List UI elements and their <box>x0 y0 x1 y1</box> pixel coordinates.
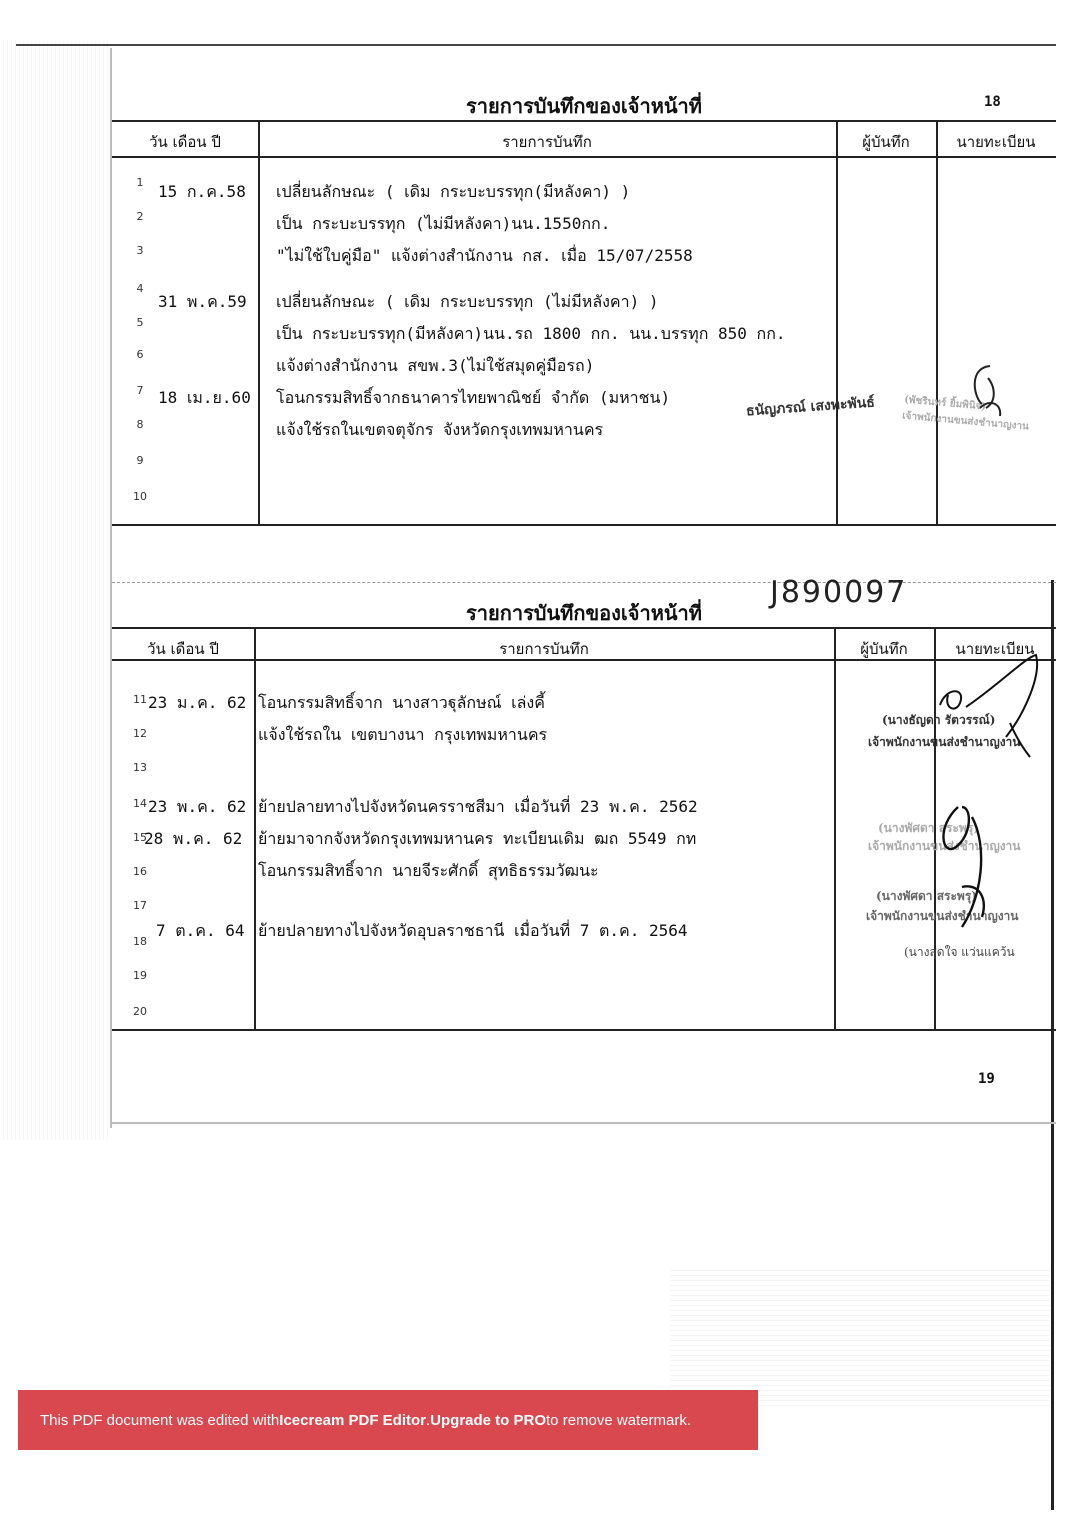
officer-stamp-name: (นางธัญดา รัตวรรณ์) <box>882 713 996 727</box>
table-border <box>834 627 836 1031</box>
row-number: 16 <box>133 865 147 878</box>
entry-date: 28 พ.ค. 62 <box>144 829 243 848</box>
row-number: 9 <box>136 454 144 467</box>
entry-line: "ไม่ใช้ใบคู่มือ" แจ้งต่างสำนักงาน กส. เมื่อ 15/07/2558 <box>276 246 693 265</box>
scan-noise <box>0 40 110 1140</box>
officer-stamp-title: เจ้าพนักงานขนส่งชำนาญงาน <box>868 839 1021 853</box>
entry-date: 15 ก.ค.58 <box>158 182 246 201</box>
row-number: 7 <box>136 384 144 397</box>
header-recorder: ผู้บันทึก <box>862 133 910 151</box>
registrar-title: เจ้าพนักงานขนส่งชำนาญงาน <box>901 410 1030 433</box>
watermark-prefix: This PDF document was edited with <box>40 1411 280 1429</box>
row-number: 6 <box>136 348 144 361</box>
page-number: 18 <box>984 94 1001 110</box>
watermark-banner <box>18 1390 758 1450</box>
officer-stamp-name: (นางสุดใจ แว่นแคว้น <box>904 945 1015 959</box>
serial-number: J890097 <box>770 575 908 610</box>
entry-line: ย้ายปลายทางไปจังหวัดอุบลราชธานี เมื่อวันที่ 7 ต.ค. 2564 <box>258 921 688 940</box>
entry-date: 18 เม.ย.60 <box>158 388 251 407</box>
row-number: 14 <box>133 797 147 810</box>
upgrade-link[interactable]: Upgrade to PRO <box>430 1411 547 1429</box>
row-number: 8 <box>136 418 144 431</box>
table-border <box>936 120 938 524</box>
officer-stamp-title: เจ้าพนักงานขนส่งชำนาญงาน <box>866 909 1019 923</box>
table-border <box>112 156 1056 158</box>
entry-line: ย้ายปลายทางไปจังหวัดนครราชสีมา เมื่อวันที่ 23 พ.ค. 2562 <box>258 797 698 816</box>
scan-bottom-edge <box>112 1122 1056 1124</box>
row-number: 20 <box>133 1005 147 1018</box>
watermark-suffix: to remove watermark. <box>546 1411 692 1429</box>
header-registrar: นายทะเบียน <box>955 640 1035 658</box>
officer-stamp-name: (นางพัศดา สระพรุ) <box>878 821 979 835</box>
entry-line: เป็น กระบะบรรทุก(มีหลังคา)นน.รถ 1800 กก. นน.บรรทุก 850 กก. <box>276 324 786 343</box>
entry-line: เปลี่ยนลักษณะ ( เดิม กระบะบรรทุก(มีหลังคา) ) <box>276 182 631 201</box>
entry-line: เปลี่ยนลักษณะ ( เดิม กระบะบรรทุก (ไม่มีหลังคา) ) <box>276 292 659 311</box>
row-number: 10 <box>133 490 147 503</box>
header-entry: รายการบันทึก <box>502 133 592 151</box>
table-border <box>112 120 1056 122</box>
record-page-19 <box>112 575 1056 1129</box>
row-number: 3 <box>136 244 144 257</box>
entry-line: โอนกรรมสิทธิ์จากธนาคารไทยพาณิชย์ จำกัด (มหาชน) <box>276 388 671 407</box>
record-page-18 <box>112 48 1056 532</box>
scan-top-edge <box>16 44 1056 46</box>
watermark-middle: . <box>426 1411 431 1429</box>
row-number: 18 <box>133 935 147 948</box>
scan-noise <box>670 1270 1050 1410</box>
row-number: 12 <box>133 727 147 740</box>
entry-date: 23 ม.ค. 62 <box>148 693 247 712</box>
entry-line: ย้ายมาจากจังหวัดกรุงเทพมหานคร ทะเบียนเดิม ฒถ 5549 กท <box>258 829 697 848</box>
watermark-product: Icecream PDF Editor <box>279 1411 426 1429</box>
header-entry: รายการบันทึก <box>499 640 589 658</box>
officer-stamp-title: เจ้าพนักงานขนส่งชำนาญงาน <box>868 735 1021 749</box>
record-table <box>112 627 1056 1031</box>
entry-line: แจ้งใช้รถในเขตจตุจักร จังหวัดกรุงเทพมหานคร <box>276 420 604 439</box>
table-border <box>258 120 260 524</box>
row-number: 1 <box>136 176 144 189</box>
header-date: วัน เดือน ปี <box>149 133 221 151</box>
row-number: 4 <box>136 282 144 295</box>
row-number: 13 <box>133 761 147 774</box>
registrar-handwritten-signature <box>926 647 1056 767</box>
entry-date: 23 พ.ค. 62 <box>148 797 247 816</box>
entry-line: โอนกรรมสิทธิ์จาก นางสาวฐุลักษณ์ เล่งคี้ <box>258 693 545 712</box>
table-border <box>836 120 838 524</box>
row-number: 5 <box>136 316 144 329</box>
page-title: รายการบันทึกของเจ้าหน้าที่ <box>466 601 702 625</box>
registrar-name: (พัชรินทร์ ยิ้มพินิจ) <box>903 394 987 413</box>
header-recorder: ผู้บันทึก <box>860 640 908 658</box>
table-border <box>254 627 256 1031</box>
table-border <box>112 524 1056 526</box>
row-number: 2 <box>136 210 144 223</box>
page-number: 19 <box>978 1071 995 1087</box>
officer-stamp-name: (นางพัศดา สระพรุ) <box>876 889 977 903</box>
page-title: รายการบันทึกของเจ้าหน้าที่ <box>466 94 702 118</box>
registrar-handwritten-signature <box>932 787 1002 937</box>
row-number: 11 <box>133 693 147 706</box>
record-table <box>112 120 1056 526</box>
header-registrar: นายทะเบียน <box>956 133 1036 151</box>
entry-line: เป็น กระบะบรรทุก (ไม่มีหลังคา)นน.1550กก. <box>276 214 611 233</box>
header-date: วัน เดือน ปี <box>147 640 219 658</box>
row-number: 15 <box>133 831 147 844</box>
entry-date: 7 ต.ค. 64 <box>156 921 245 940</box>
entry-line: แจ้งต่างสำนักงาน สขพ.3(ไม่ใช้สมุดคู่มือรถ) <box>276 356 595 375</box>
entry-date: 31 พ.ค.59 <box>158 292 247 311</box>
registrar-handwritten-signature <box>960 358 1020 428</box>
row-number: 19 <box>133 969 147 982</box>
entry-line: โอนกรรมสิทธิ์จาก นายจีระศักดิ์ สุทธิธรรมวัฒนะ <box>258 861 599 880</box>
entry-line: แจ้งใช้รถใน เขตบางนา กรุงเทพมหานคร <box>258 725 548 744</box>
row-number: 17 <box>133 899 147 912</box>
recorder-signature: ธนัญภรณ์ เสงทะพันธ์ <box>745 394 876 420</box>
